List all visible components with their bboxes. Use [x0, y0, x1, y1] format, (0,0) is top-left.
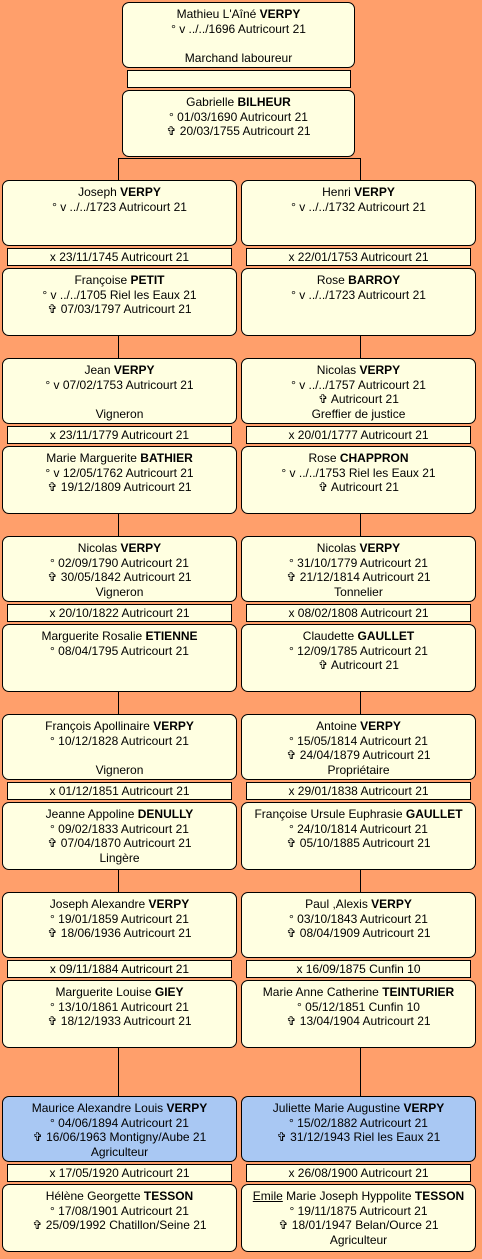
connector-left-5: [118, 1048, 119, 1096]
person-detail: ✞ Autricourt 21: [318, 480, 399, 495]
person-name: Jeanne Appoline DENULLY: [45, 807, 194, 821]
person-detail: ° 01/03/1690 Autricourt 21: [169, 109, 308, 124]
connector-right-3: [360, 692, 361, 714]
person-detail: ✞ 25/09/1992 Chatillon/Seine 21: [32, 1218, 207, 1233]
person-detail: ° 02/09/1790 Autricourt 21: [50, 555, 189, 570]
person-name: Henri VERPY: [322, 185, 395, 199]
connector-right-4: [360, 870, 361, 892]
person-card[interactable]: [241, 358, 476, 424]
person-detail: ° v ../../1753 Riel les Eaux 21: [281, 465, 436, 480]
person-card[interactable]: [241, 180, 476, 246]
marriage-bar: [127, 70, 351, 88]
person-detail: ° 12/09/1785 Autricourt 21: [289, 643, 428, 658]
person-name: Mathieu L'Aîné VERPY: [176, 7, 301, 21]
marriage-bar: x 16/09/1875 Cunfin 10: [246, 960, 471, 978]
person-name: François Apollinaire VERPY: [45, 719, 194, 733]
person-card[interactable]: [122, 90, 355, 157]
person-card[interactable]: [241, 802, 476, 870]
person-blank: [3, 748, 236, 763]
connector-left-2: [118, 514, 119, 536]
person-blank: [3, 392, 236, 407]
person-occupation: Marchand laboureur: [184, 50, 293, 65]
marriage-bar: x 20/10/1822 Autricourt 21: [7, 604, 232, 622]
connector-root: [118, 158, 119, 180]
person-detail: ° 08/04/1795 Autricourt 21: [50, 643, 189, 658]
marriage-bar: x 22/01/1753 Autricourt 21: [246, 248, 471, 266]
person-detail: ✞ 07/04/1870 Autricourt 21: [47, 836, 192, 851]
person-detail: ° v ../../1696 Autricourt 21: [171, 21, 306, 36]
person-name: Marguerite Louise GIEY: [55, 985, 184, 999]
connector-right-5: [360, 1048, 361, 1096]
person-detail: ° 10/12/1828 Autricourt 21: [50, 733, 189, 748]
person-detail: ° 24/10/1814 Autricourt 21: [289, 821, 428, 836]
person-name: Nicolas VERPY: [316, 363, 401, 377]
person-detail: ° 19/01/1859 Autricourt 21: [50, 911, 189, 926]
person-name: Nicolas VERPY: [77, 541, 162, 555]
person-detail: ✞ 24/04/1879 Autricourt 21: [286, 748, 431, 763]
marriage-bar: x 20/01/1777 Autricourt 21: [246, 426, 471, 444]
person-occupation: Agriculteur: [329, 1232, 388, 1247]
person-card[interactable]: [241, 536, 476, 602]
person-name: Marguerite Rosalie ETIENNE: [41, 629, 198, 643]
person-detail: ✞ 19/12/1809 Autricourt 21: [47, 480, 192, 495]
person-name: Hélène Georgette TESSON: [45, 1189, 194, 1203]
person-detail: ✞ 20/03/1755 Autricourt 21: [166, 124, 311, 139]
person-name: Marie Anne Catherine TEINTURIER: [262, 985, 455, 999]
person-detail: ° 31/10/1779 Autricourt 21: [289, 555, 428, 570]
person-card[interactable]: [241, 714, 476, 780]
person-card[interactable]: [241, 268, 476, 336]
person-occupation: Greffier de justice: [311, 406, 406, 421]
person-detail: ✞ 16/06/1963 Montigny/Aube 21: [32, 1130, 207, 1145]
person-occupation: Tonnelier: [334, 584, 383, 599]
marriage-bar: x 09/11/1884 Autricourt 21: [7, 960, 232, 978]
person-card[interactable]: [241, 892, 476, 958]
person-name: Gabrielle BILHEUR: [186, 95, 291, 109]
marriage-bar: x 23/11/1745 Autricourt 21: [7, 248, 232, 266]
person-detail: ° 13/10/1861 Autricourt 21: [50, 999, 189, 1014]
person-card[interactable]: [241, 980, 476, 1048]
person-detail: ° 17/08/1901 Autricourt 21: [50, 1203, 189, 1218]
person-card[interactable]: [2, 268, 237, 336]
person-card[interactable]: [2, 714, 237, 780]
connector-branch: [118, 158, 361, 159]
person-detail: ✞ 31/12/1943 Riel les Eaux 21: [276, 1130, 441, 1145]
person-detail: ° 19/11/1875 Autricourt 21: [289, 1203, 428, 1218]
person-occupation: Agriculteur: [90, 1144, 149, 1159]
marriage-bar: x 01/12/1851 Autricourt 21: [7, 782, 232, 800]
person-detail: ✞ 13/04/1904 Autricourt 21: [286, 1014, 431, 1029]
marriage-bar: x 29/01/1838 Autricourt 21: [246, 782, 471, 800]
person-detail: ✞ 18/01/1947 Belan/Ource 21: [278, 1218, 439, 1233]
person-name: Jean VERPY: [84, 363, 155, 377]
person-name: Maurice Alexandre Louis VERPY: [31, 1101, 208, 1115]
person-detail: ° v 12/05/1762 Autricourt 21: [45, 465, 194, 480]
person-detail: ✞ 18/12/1933 Autricourt 21: [47, 1014, 192, 1029]
person-detail: ° 03/10/1843 Autricourt 21: [289, 911, 428, 926]
person-detail: ✞ 30/05/1842 Autricourt 21: [47, 570, 192, 585]
person-detail: ✞ 18/06/1936 Autricourt 21: [47, 926, 192, 941]
person-card[interactable]: [2, 180, 237, 246]
marriage-bar: x 17/05/1920 Autricourt 21: [7, 1164, 232, 1182]
person-detail: ✞ 08/04/1909 Autricourt 21: [286, 926, 431, 941]
connector-left-3: [118, 692, 119, 714]
person-name: Paul ,Alexis VERPY: [305, 897, 412, 911]
person-card-highlighted[interactable]: [241, 1096, 476, 1162]
person-card[interactable]: [2, 1184, 237, 1252]
person-name: Joseph VERPY: [78, 185, 161, 199]
marriage-bar: x 26/08/1900 Autricourt 21: [246, 1164, 471, 1182]
first-name-underlined: Emile: [252, 1189, 283, 1203]
person-occupation: Propriétaire: [327, 762, 390, 777]
person-card[interactable]: [2, 802, 237, 870]
person-detail: ° v ../../1757 Autricourt 21: [291, 377, 426, 392]
person-card[interactable]: [2, 624, 237, 692]
person-card[interactable]: [2, 892, 237, 958]
person-name: Nicolas VERPY: [316, 541, 401, 555]
person-name: Joseph Alexandre VERPY: [49, 897, 190, 911]
person-detail: ° v ../../1705 Riel les Eaux 21: [42, 287, 197, 302]
connector-left-4: [118, 870, 119, 892]
person-detail: ✞ 21/12/1814 Autricourt 21: [286, 570, 431, 585]
person-name: Françoise PETIT: [74, 273, 165, 287]
person-detail: ° 15/05/1814 Autricourt 21: [289, 733, 428, 748]
person-card[interactable]: [241, 624, 476, 692]
person-card[interactable]: [2, 358, 237, 424]
person-occupation: Vigneron: [95, 406, 144, 421]
connector-branch-right: [360, 158, 361, 180]
person-name: Claudette GAULLET: [302, 629, 415, 643]
person-occupation: Vigneron: [95, 584, 144, 599]
person-detail: ° 15/02/1882 Autricourt 21: [289, 1115, 428, 1130]
person-card[interactable]: [122, 2, 355, 68]
person-detail: ✞ Autricourt 21: [318, 392, 399, 407]
person-blank: [123, 36, 354, 51]
person-card[interactable]: [2, 980, 237, 1048]
person-detail: ° v ../../1723 Autricourt 21: [291, 287, 426, 302]
person-detail: ° v 07/02/1753 Autricourt 21: [45, 377, 194, 392]
person-detail: ✞ Autricourt 21: [318, 658, 399, 673]
person-card[interactable]: [2, 446, 237, 514]
marriage-bar: x 08/02/1808 Autricourt 21: [246, 604, 471, 622]
person-name: Rose CHAPPRON: [308, 451, 409, 465]
person-card-highlighted[interactable]: [2, 1096, 237, 1162]
person-detail: ° 04/06/1894 Autricourt 21: [50, 1115, 189, 1130]
person-name: Rose BARROY: [316, 273, 401, 287]
connector-right-2: [360, 514, 361, 536]
marriage-bar: x 23/11/1779 Autricourt 21: [7, 426, 232, 444]
person-card[interactable]: [241, 446, 476, 514]
person-name: Antoine VERPY: [316, 719, 401, 733]
person-detail: ✞ 05/10/1885 Autricourt 21: [286, 836, 431, 851]
person-name: Emile Marie Joseph Hyppolite TESSON: [252, 1189, 465, 1203]
person-occupation: Lingère: [99, 850, 140, 865]
person-occupation: Vigneron: [95, 762, 144, 777]
person-name: Françoise Ursule Euphrasie GAULLET: [254, 807, 463, 821]
person-detail: ✞ 07/03/1797 Autricourt 21: [47, 302, 192, 317]
person-detail: ° v ../../1723 Autricourt 21: [52, 199, 187, 214]
person-name: Juliette Marie Augustine VERPY: [272, 1101, 445, 1115]
person-card[interactable]: [2, 536, 237, 602]
person-card[interactable]: [241, 1184, 476, 1252]
connector-left-1: [118, 336, 119, 358]
person-name: Marie Marguerite BATHIER: [46, 451, 193, 465]
person-detail: ° 09/02/1833 Autricourt 21: [50, 821, 189, 836]
person-detail: ° v ../../1732 Autricourt 21: [291, 199, 426, 214]
person-detail: ° 05/12/1851 Cunfin 10: [297, 999, 420, 1014]
connector-right-1: [360, 336, 361, 358]
